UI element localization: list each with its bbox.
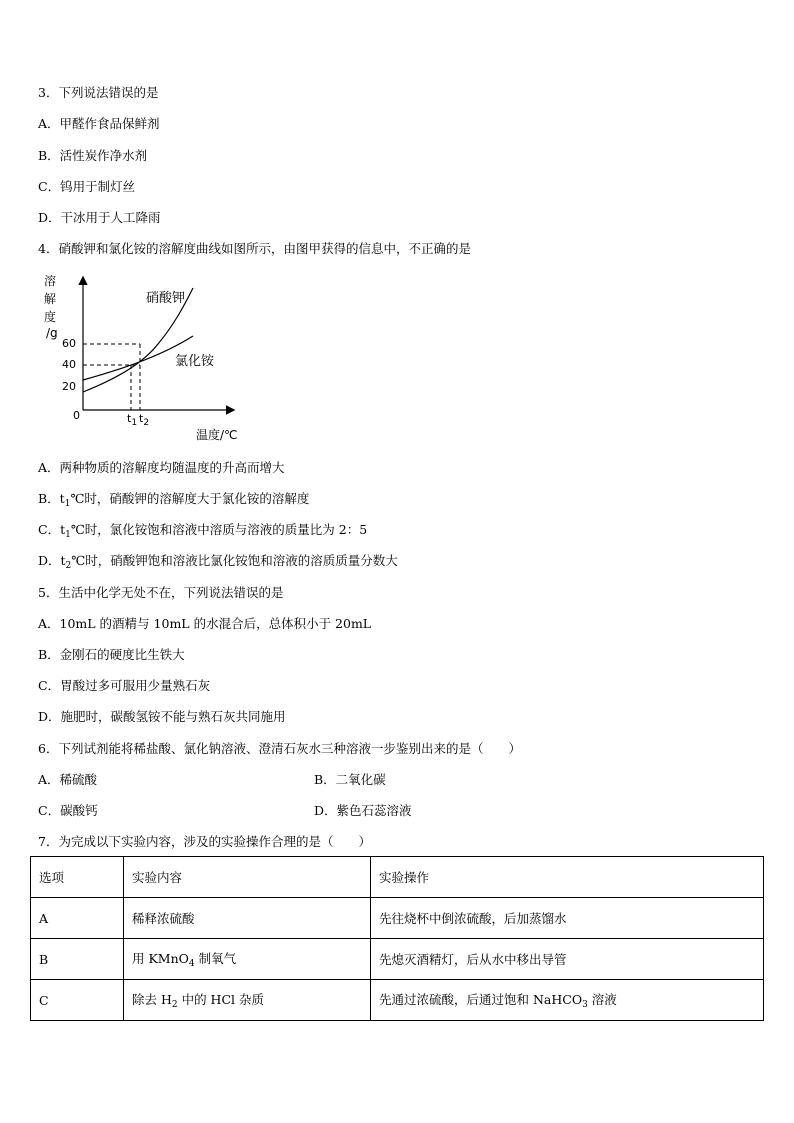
q5-option-a: A．10mL 的酒精与 10mL 的水混合后，总体积小于 20mL xyxy=(38,616,372,631)
q4-option-b: B．$t_1℃$时，硝酸钾的溶解度大于氯化铵的溶解度 xyxy=(38,491,310,509)
q5-stem: 5．生活中化学无处不在，下列说法错误的是 xyxy=(38,585,284,600)
ytick-60: 60 xyxy=(62,337,76,350)
ylabel-2: 解 xyxy=(44,292,57,306)
q4-stem: 4．硝酸钾和氯化铵的溶解度曲线如图所示，由图甲获得的信息中，不正确的是 xyxy=(38,241,471,256)
row-c-option: C xyxy=(31,980,124,1021)
xlabel: 温度/℃ xyxy=(196,428,238,442)
solubility-graph xyxy=(38,268,258,448)
row-b-option: B xyxy=(31,939,124,980)
row-c-operation: 先通过浓硫酸，后通过饱和 NaHCO$_3$ 溶液 xyxy=(371,980,764,1021)
q4-option-d: D．$t_2℃$时，硝酸钾饱和溶液比氯化铵饱和溶液的溶质质量分数大 xyxy=(38,553,398,571)
row-a-content: 稀释浓硫酸 xyxy=(124,898,371,939)
q6-stem: 6．下列试剂能将稀盐酸、氯化钠溶液、澄清石灰水三种溶液一步鉴别出来的是（ ） xyxy=(38,741,521,756)
ylabel-1: 溶 xyxy=(44,274,57,288)
table-row xyxy=(31,898,764,939)
curve-label-nh4cl: 氯化铵 xyxy=(175,354,215,369)
ylabel-4: /g xyxy=(46,326,58,340)
row-a-operation: 先往烧杯中倒浓硫酸，后加蒸馏水 xyxy=(371,898,764,939)
row-b-content: 用 KMnO$_4$ 制氧气 xyxy=(124,939,371,980)
q4-option-a: A．两种物质的溶解度均随温度的升高而增大 xyxy=(38,460,285,475)
q7-stem: 7．为完成以下实验内容，涉及的实验操作合理的是（ ） xyxy=(38,834,371,849)
table-row xyxy=(31,980,764,1021)
q5-option-c: C．胃酸过多可服用少量熟石灰 xyxy=(38,678,211,693)
q3-option-b: B．活性炭作净水剂 xyxy=(38,148,148,163)
row-b-operation: 先熄灭酒精灯，后从水中移出导管 xyxy=(371,939,764,980)
q5-option-d: D．施肥时，碳酸氢铵不能与熟石灰共同施用 xyxy=(38,709,286,724)
table-header-row xyxy=(31,857,764,898)
q6-option-b: B．二氧化碳 xyxy=(314,772,386,787)
q3-stem: 3．下列说法错误的是 xyxy=(38,85,159,100)
ytick-40: 40 xyxy=(62,358,76,371)
q3-option-a: A．甲醛作食品保鲜剂 xyxy=(38,116,160,131)
q6-option-d: D．紫色石蕊溶液 xyxy=(314,803,412,818)
header-operation: 实验操作 xyxy=(371,857,764,898)
q3-option-c: C．钨用于制灯丝 xyxy=(38,179,136,194)
origin-label: 0 xyxy=(73,409,80,422)
experiment-table xyxy=(30,856,764,1021)
header-option: 选项 xyxy=(31,857,124,898)
row-c-content: 除去 $H_2$ 中的 HCl 杂质 xyxy=(124,980,371,1021)
xtick-t1: $t_1$ xyxy=(127,412,138,428)
table-row xyxy=(31,939,764,980)
q4-option-c: C．$t_1℃$时，氯化铵饱和溶液中溶质与溶液的质量比为 2：5 xyxy=(38,522,368,540)
row-a-option: A xyxy=(31,898,124,939)
q3-option-d: D．干冰用于人工降雨 xyxy=(38,210,161,225)
ylabel-3: 度 xyxy=(44,310,57,324)
q6-option-a: A．稀硫酸 xyxy=(38,772,98,787)
q6-option-c: C．碳酸钙 xyxy=(38,803,98,818)
curve-label-kno3: 硝酸钾 xyxy=(146,291,186,306)
xtick-t2: $t_2$ xyxy=(139,412,150,428)
ytick-20: 20 xyxy=(62,380,76,393)
header-content: 实验内容 xyxy=(124,857,371,898)
q5-option-b: B．金刚石的硬度比生铁大 xyxy=(38,647,185,662)
